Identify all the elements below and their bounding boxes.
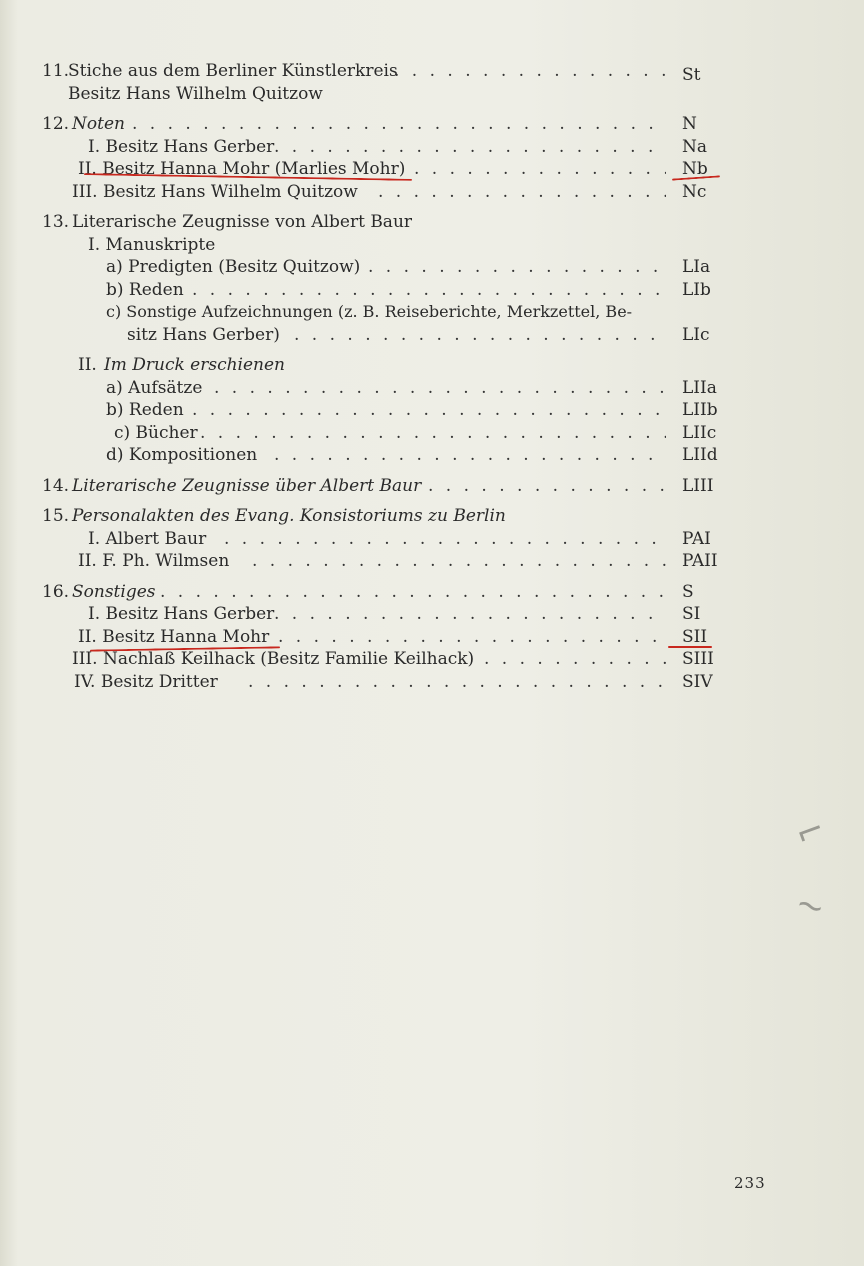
entry-code: SIV <box>682 671 713 692</box>
entry-code: LIIb <box>682 400 718 420</box>
entry-title: c) Bücher <box>114 422 198 443</box>
list-item <box>42 234 732 257</box>
list-item <box>42 60 732 105</box>
entry-title: Sonstiges <box>72 581 156 602</box>
entry-title: I. Besitz Hans Gerber <box>88 604 275 624</box>
dot-leader <box>192 279 666 302</box>
entry-number: 12. <box>42 114 70 134</box>
dot-leader <box>394 60 666 83</box>
dot-leader <box>248 671 666 694</box>
page-number: 233 <box>734 1174 766 1192</box>
list-item <box>42 136 732 159</box>
entry-title: Im Druck erschienen <box>104 355 286 375</box>
entry-code: Na <box>682 136 708 157</box>
entry-code: SI <box>682 604 701 624</box>
list-item <box>42 354 732 377</box>
entry-title: c) Sonstige Aufzeichnungen (z. B. Reiseberichte, Merkzettel, Be- <box>106 302 633 321</box>
dot-leader <box>160 581 666 604</box>
dot-leader <box>368 256 666 279</box>
entry-number: 11. <box>42 61 70 81</box>
list-item <box>42 422 732 445</box>
entry-title: I. Besitz Hans Gerber <box>88 136 275 157</box>
entry-code: St <box>682 65 701 85</box>
entry-code: PAI <box>682 528 711 549</box>
list-item <box>42 671 732 694</box>
dot-leader <box>200 422 666 445</box>
dot-leader <box>274 444 666 467</box>
entry-title: Stiche aus dem Berliner Künstlerkreis <box>68 61 398 81</box>
list-item <box>42 528 732 551</box>
list-item <box>42 648 732 671</box>
list-item <box>42 581 732 604</box>
entry-title: III. Besitz Hans Wilhelm Quitzow <box>72 181 358 202</box>
red-underline <box>668 646 712 648</box>
index-list <box>42 60 732 693</box>
list-item <box>42 181 732 204</box>
list-item <box>42 475 732 498</box>
entry-code: LIc <box>682 324 710 345</box>
entry-number: II. <box>78 355 97 375</box>
entry-code: SII <box>682 626 708 647</box>
dot-leader <box>192 399 666 422</box>
pencil-mark: ∼ <box>790 882 831 930</box>
entry-subtitle: Besitz Hans Wilhelm Quitzow <box>68 83 323 104</box>
entry-title: IV. Besitz Dritter <box>74 671 218 692</box>
dot-leader <box>214 377 666 400</box>
pencil-mark: ⌐ <box>790 808 831 856</box>
entry-number: 15. <box>42 506 70 526</box>
list-item <box>42 603 732 626</box>
entry-title: Personalakten des Evang. Konsistoriums zu Berlin <box>72 506 506 526</box>
dot-leader <box>378 181 666 204</box>
dot-leader <box>132 113 666 136</box>
dot-leader <box>414 158 666 181</box>
dot-leader <box>294 324 666 347</box>
entry-number: 13. <box>42 212 70 232</box>
entry-number: 14. <box>42 475 70 496</box>
list-item <box>42 256 732 279</box>
entry-title: a) Aufsätze <box>106 377 203 398</box>
list-item <box>42 377 732 400</box>
entry-title: a) Predigten (Besitz Quitzow) <box>106 257 361 277</box>
entry-title: Noten <box>72 114 125 134</box>
entry-title: Literarische Zeugnisse von Albert Baur <box>72 212 413 232</box>
entry-code: LIIa <box>682 377 717 398</box>
list-item <box>42 211 732 234</box>
dot-leader <box>252 550 666 573</box>
list-item <box>42 301 732 346</box>
list-item <box>42 399 732 422</box>
dot-leader <box>274 603 666 626</box>
entry-title: II. F. Ph. Wilmsen <box>78 551 230 571</box>
dot-leader <box>274 136 666 159</box>
entry-code: LIb <box>682 279 711 300</box>
dot-leader <box>224 528 666 551</box>
entry-title: b) Reden <box>106 279 184 300</box>
entry-title: d) Kompositionen <box>106 445 258 465</box>
entry-code: PAII <box>682 551 718 571</box>
entry-code: LIII <box>682 475 714 496</box>
list-item <box>42 279 732 302</box>
dot-leader <box>484 648 666 671</box>
entry-code: LIId <box>682 445 718 465</box>
dot-leader <box>278 626 666 649</box>
entry-code: Nb <box>682 159 708 179</box>
entry-subtitle: sitz Hans Gerber) <box>127 324 280 345</box>
entry-code: S <box>682 581 694 602</box>
entry-number: 16. <box>42 581 70 602</box>
entry-title: Literarische Zeugnisse über Albert Baur <box>72 475 422 496</box>
entry-title: II. Besitz Hanna Mohr (Marlies Mohr) <box>78 159 406 179</box>
entry-code: LIa <box>682 257 711 277</box>
entry-title: I. Albert Baur <box>88 528 207 549</box>
entry-code: N <box>682 114 697 134</box>
list-item <box>42 550 732 573</box>
list-item <box>42 113 732 136</box>
list-item <box>42 444 732 467</box>
list-item <box>42 505 732 528</box>
entry-code: LIIc <box>682 422 717 443</box>
list-item <box>42 158 732 181</box>
entry-title: b) Reden <box>106 400 184 420</box>
entry-code: Nc <box>682 181 707 202</box>
list-item <box>42 626 732 649</box>
dot-leader <box>428 475 666 498</box>
entry-title: III. Nachlaß Keilhack (Besitz Familie Keilhack) <box>72 649 475 669</box>
entry-title: II. Besitz Hanna Mohr <box>78 626 270 647</box>
entry-title: I. Manuskripte <box>88 234 216 255</box>
entry-code: SIII <box>682 649 714 669</box>
